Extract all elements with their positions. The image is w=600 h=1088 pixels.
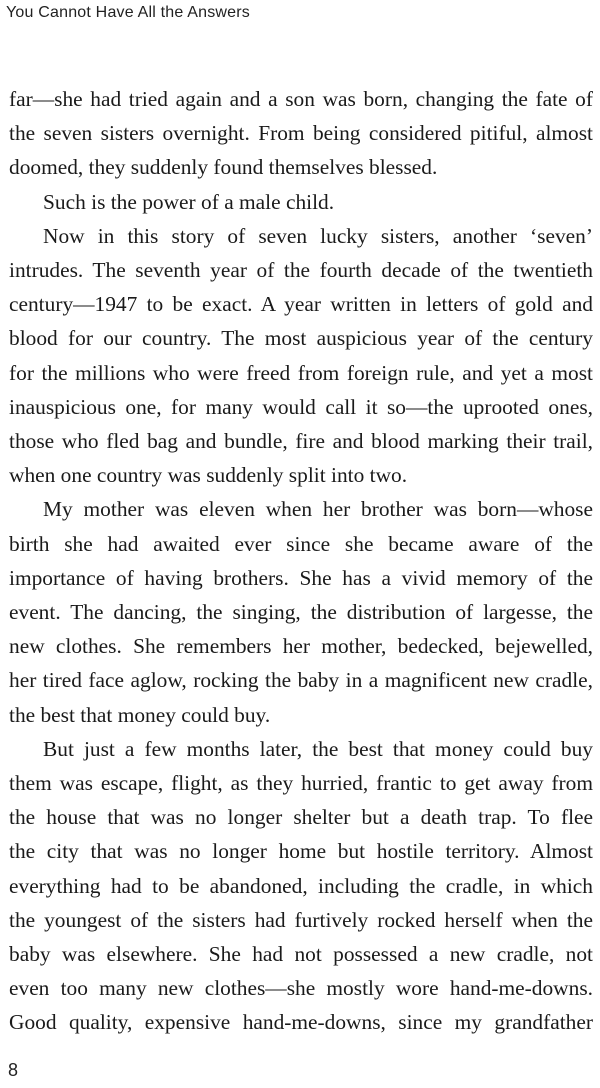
text-line: doomed, they suddenly found themselves blessed.: [9, 155, 438, 180]
text-line: blood for our country. The most auspicious year of the century: [9, 326, 593, 351]
text-line: birth she had awaited ever since she became aware of the: [9, 531, 593, 556]
running-header: You Cannot Have All the Answers: [6, 4, 250, 21]
text-line: Good quality, expensive hand-me-downs, since my grandfather: [9, 1010, 593, 1035]
page-number: 8: [8, 1060, 19, 1080]
text-line: Now in this story of seven lucky sisters, another ‘seven’: [43, 223, 593, 248]
text-line: But just a few months later, the best that money could buy: [43, 736, 593, 761]
text-line: event. The dancing, the singing, the distribution of largesse, the: [9, 600, 593, 625]
text-line: everything had to be abandoned, including the cradle, in which: [9, 873, 593, 898]
text-line: the city that was no longer home but hostile territory. Almost: [9, 839, 593, 864]
text-line: My mother was eleven when her brother was born—whose: [43, 497, 593, 522]
text-line: the seven sisters overnight. From being considered pitiful, almost: [9, 121, 593, 146]
text-line: the youngest of the sisters had furtively rocked herself when the: [9, 907, 593, 932]
text-line: those who fled bag and bundle, fire and blood marking their trail,: [9, 429, 593, 454]
text-line: the best that money could buy.: [9, 702, 271, 727]
text-line: them was escape, flight, as they hurried, frantic to get away from: [9, 771, 593, 796]
text-line: inauspicious one, for many would call it so—the uprooted ones,: [9, 394, 593, 419]
text-line: Such is the power of a male child.: [43, 189, 335, 214]
body-text: [9, 82, 593, 1040]
text-line: even too many new clothes—she mostly wore hand-me-downs.: [9, 976, 593, 1001]
text-line: baby was elsewhere. She had not possessed a new cradle, not: [9, 942, 593, 967]
text-line: century—1947 to be exact. A year written in letters of gold and: [9, 292, 593, 317]
text-line: new clothes. She remembers her mother, bedecked, bejewelled,: [9, 634, 593, 659]
text-line: when one country was suddenly split into two.: [9, 463, 408, 488]
text-line: for the millions who were freed from foreign rule, and yet a most: [9, 360, 593, 385]
text-line: importance of having brothers. She has a vivid memory of the: [9, 565, 593, 590]
text-line: her tired face aglow, rocking the baby in a magnificent new cradle,: [9, 668, 593, 693]
text-line: the house that was no longer shelter but a death trap. To flee: [9, 805, 593, 830]
text-line: intrudes. The seventh year of the fourth decade of the twentieth: [9, 258, 593, 283]
text-line: far—she had tried again and a son was born, changing the fate of: [9, 87, 593, 111]
